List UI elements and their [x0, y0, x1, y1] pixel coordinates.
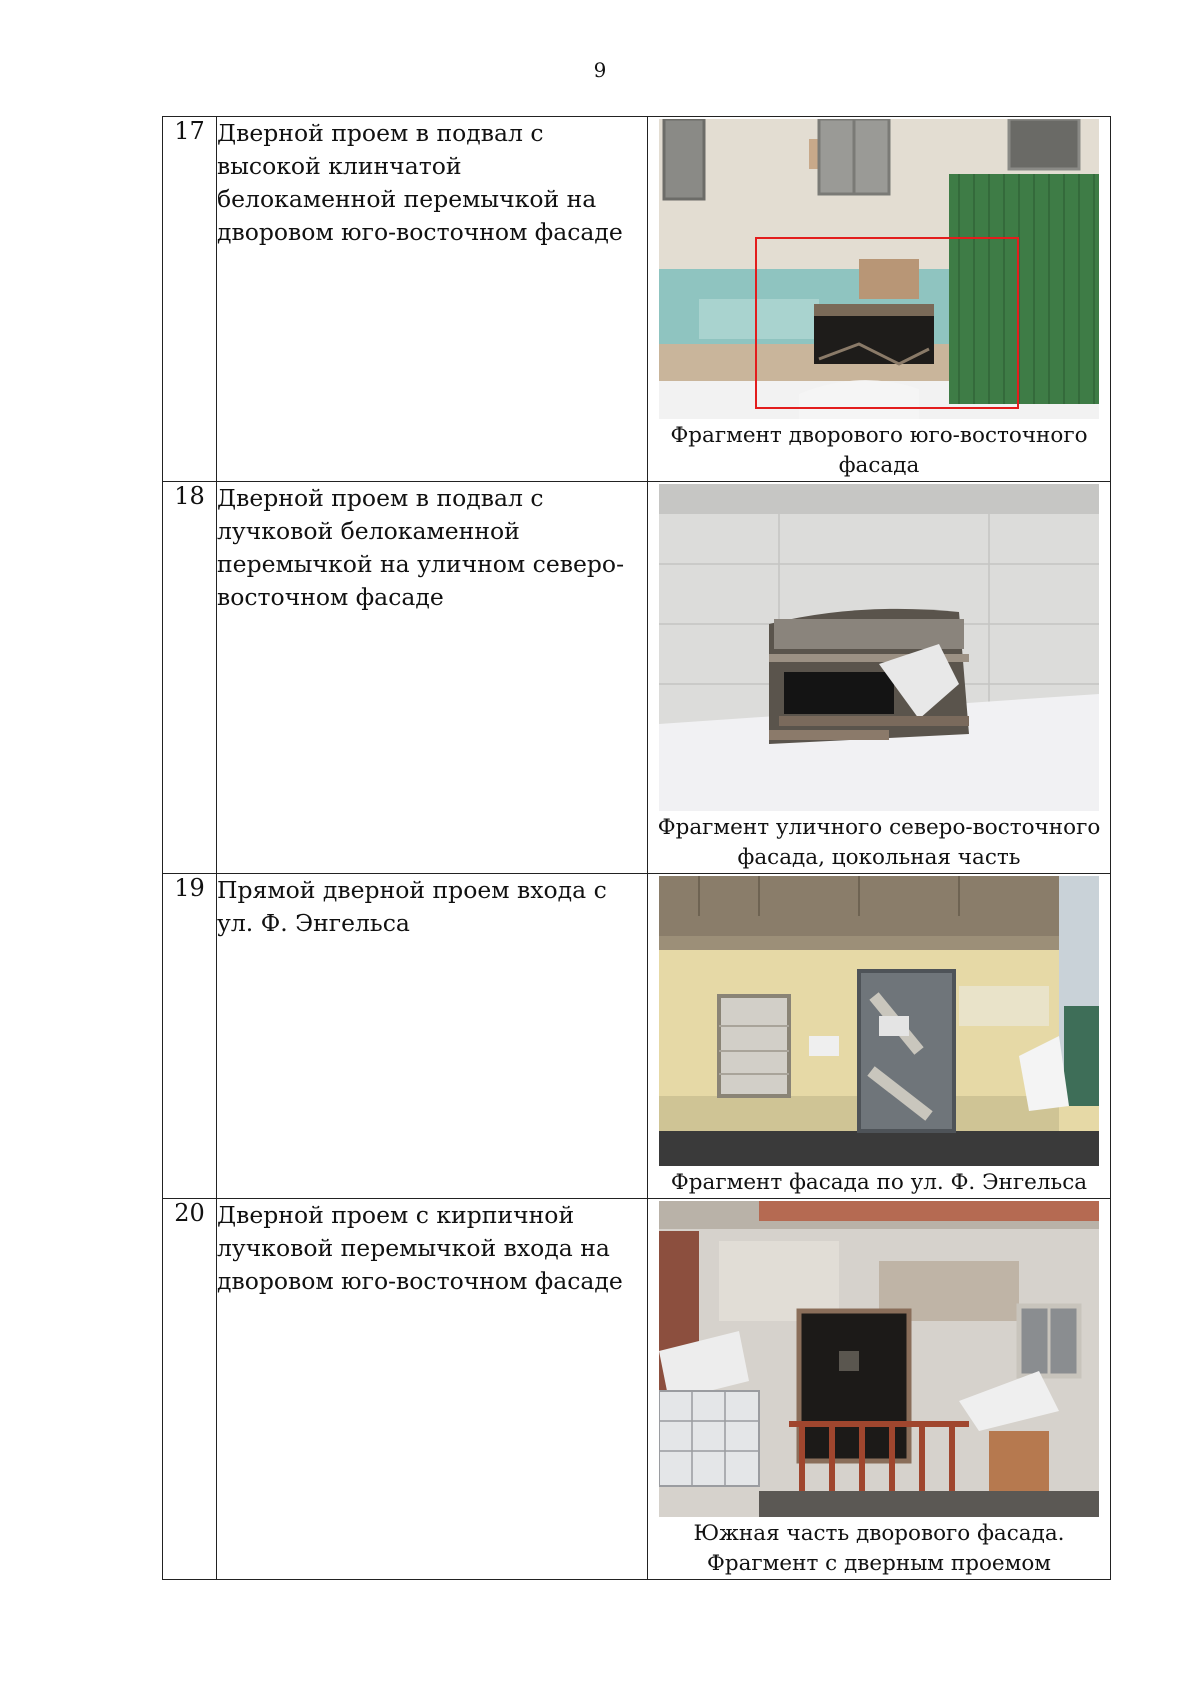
row-description: Дверной проем с кирпичной лучковой перемычкой входа на дворовом юго-восточном фасаде — [217, 1199, 648, 1580]
photo-cell — [648, 117, 1111, 482]
row-number: 17 — [163, 117, 217, 482]
facade-photo — [659, 1201, 1099, 1517]
row-description: Дверной проем в подвал с высокой клинчатой белокаменной перемычкой на дворовом юго-восточном фасаде — [217, 117, 648, 482]
highlight-frame — [755, 237, 1019, 409]
facade-photo — [659, 484, 1099, 811]
photo-caption: Фрагмент фасада по ул. Ф. Энгельса — [670, 1170, 1088, 1195]
table-row — [163, 117, 1111, 482]
row-description: Прямой дверной проем входа с ул. Ф. Энгельса — [217, 874, 648, 1199]
table-row — [163, 874, 1111, 1199]
photo-caption: Южная часть дворового фасада. Фрагмент с дверным проемом — [693, 1521, 1065, 1576]
photo-cell — [648, 874, 1111, 1199]
facade-photo — [659, 119, 1099, 419]
photo-caption: Фрагмент дворового юго-восточного фасада — [670, 423, 1088, 478]
row-description: Дверной проем в подвал с лучковой белокаменной перемычкой на уличном северо-восточном фасаде — [217, 482, 648, 874]
page-number: 9 — [593, 58, 607, 82]
facade-photo — [659, 876, 1099, 1166]
photo-caption: Фрагмент уличного северо-восточного фасада, цокольная часть — [657, 815, 1101, 870]
photo-cell — [648, 482, 1111, 874]
elements-table — [162, 116, 1111, 1580]
photo-cell — [648, 1199, 1111, 1580]
table-row — [163, 482, 1111, 874]
row-number: 20 — [163, 1199, 217, 1580]
row-number: 19 — [163, 874, 217, 1199]
row-number: 18 — [163, 482, 217, 874]
table-row — [163, 1199, 1111, 1580]
